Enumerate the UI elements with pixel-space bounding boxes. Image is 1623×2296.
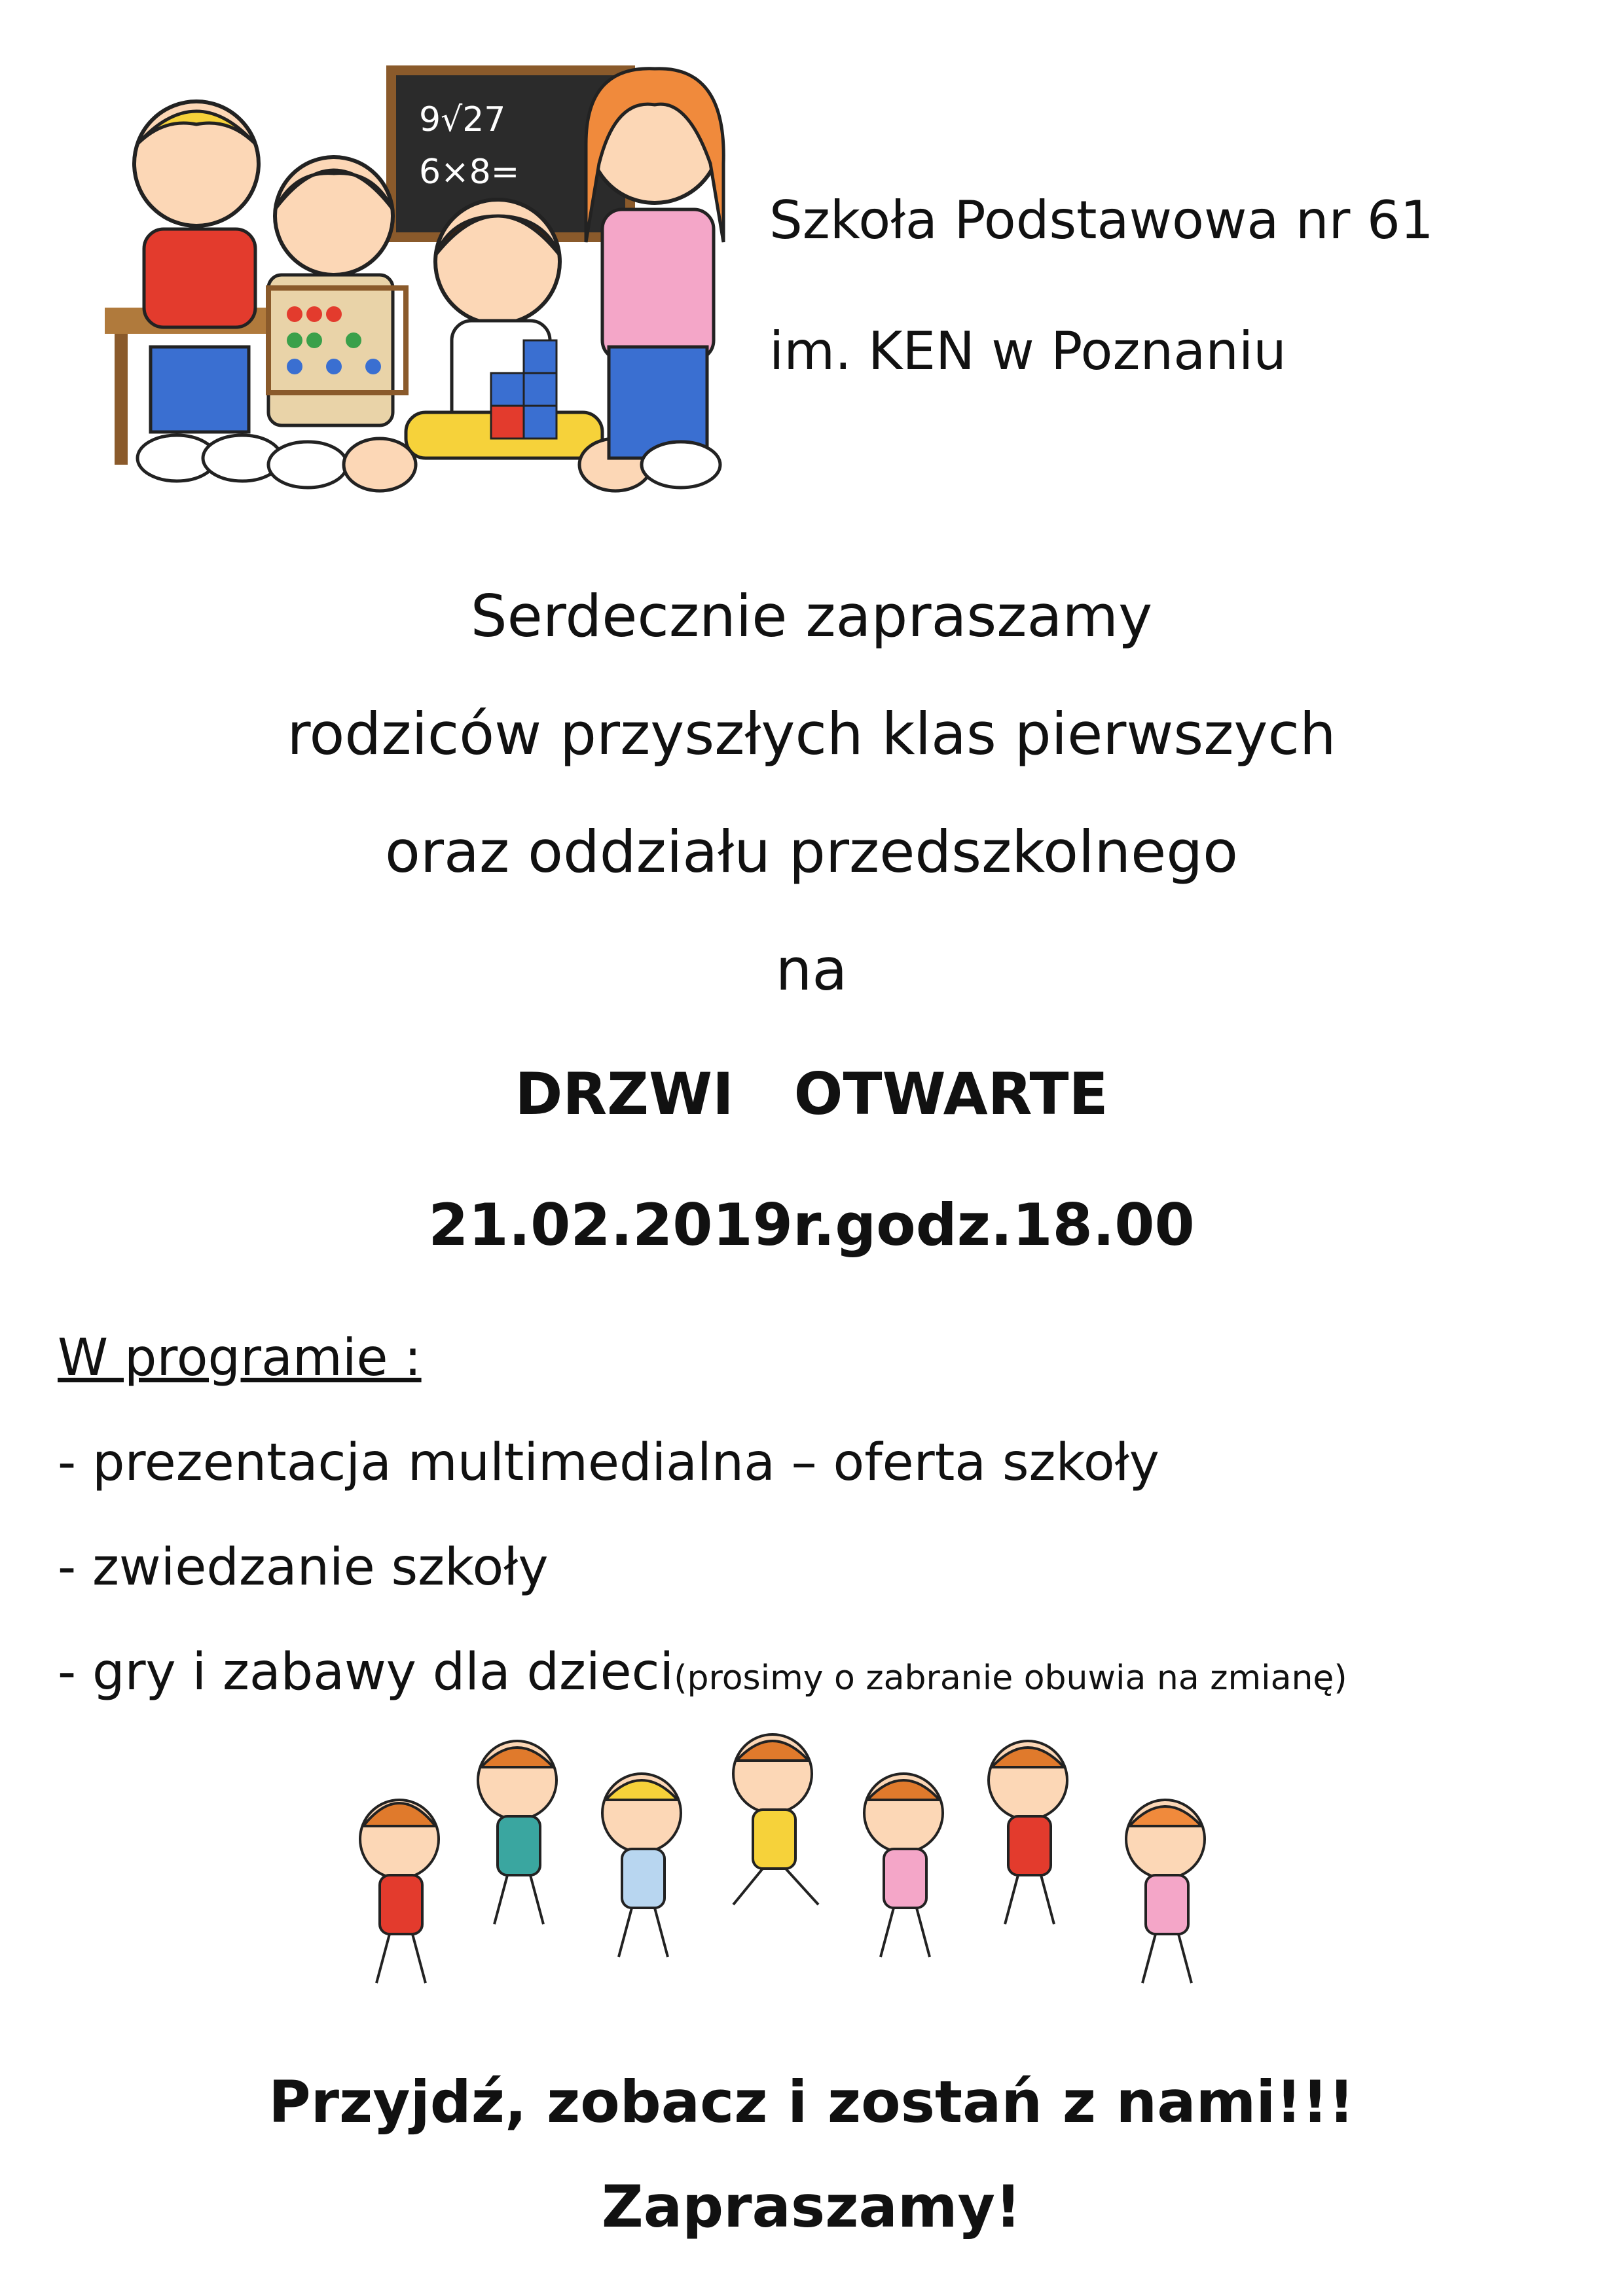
invitation-line2: rodziców przyszłych klas pierwszych	[287, 700, 1336, 768]
closing-line2: Zapraszamy!	[601, 2173, 1022, 2240]
closing-line1: Przyjdź, zobacz i zostań z nami!!!	[268, 2068, 1355, 2136]
school-name-line1: Szkoła Podstawowa nr 61	[769, 190, 1434, 251]
invitation-line4: na	[775, 936, 848, 1003]
school-name-line2: im. KEN w Poznaniu	[769, 321, 1286, 382]
program-note: (prosimy o zabranie obuwia na zmianę)	[674, 1659, 1347, 1698]
program-item-3-text: - gry i zabawy dla dzieci	[58, 1643, 674, 1702]
invitation-line3: oraz oddziału przedszkolnego	[385, 818, 1238, 886]
program-item-1: - prezentacja multimedialna – oferta szkoły	[58, 1433, 1159, 1492]
event-title: DRZWI OTWARTE	[515, 1060, 1108, 1128]
svg-text:6×8=: 6×8=	[419, 152, 520, 192]
event-datetime: 21.02.2019r.godz.18.00	[428, 1191, 1195, 1259]
children-classroom-illustration	[98, 59, 740, 504]
svg-text:9√27: 9√27	[419, 100, 506, 139]
program-heading: W programie :	[58, 1329, 422, 1388]
jumping-kids-illustration	[354, 1728, 1270, 2009]
invitation-line1: Serdecznie zapraszamy	[470, 583, 1153, 650]
program-item-2: - zwiedzanie szkoły	[58, 1538, 549, 1597]
program-item-3	[58, 1643, 1347, 1702]
